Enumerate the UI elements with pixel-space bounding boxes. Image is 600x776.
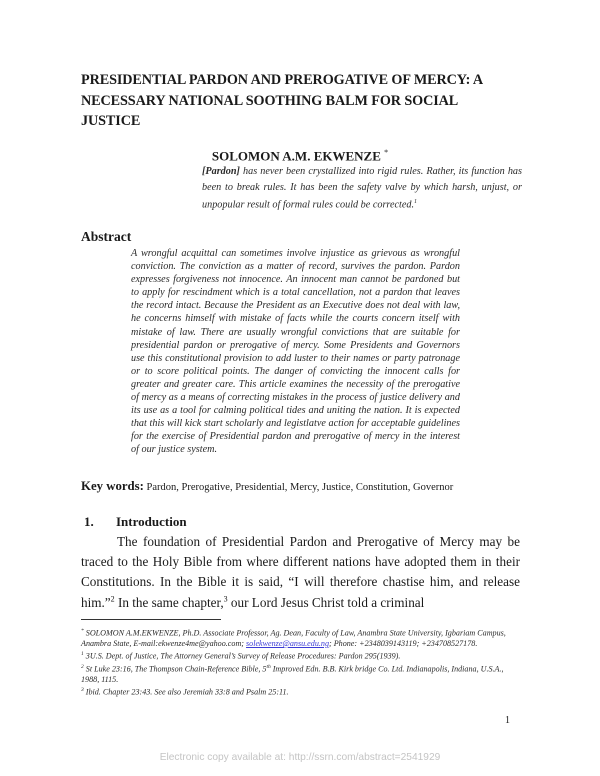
page-number: 1 (505, 715, 510, 726)
section-heading-introduction (84, 514, 187, 530)
footnote-separator (81, 619, 221, 620)
epigraph-quote (202, 164, 522, 213)
keywords-list: Pardon, Prerogative, Presidential, Mercy, Justice, Constitution, Governor (143, 482, 454, 493)
author-footnote-marker[interactable]: * (384, 148, 389, 157)
intro-text-1: The foundation of Presidential Pardon and Prerogative of Mercy may be traced to the Holy Bible from where different nations have adopted them in their Constitutions. In the Bible it is said, “I will therefore chastise him, and release him.” (81, 534, 520, 610)
author-byline (0, 148, 600, 164)
section-number: 1. (84, 514, 94, 529)
epigraph-text: has never been crystallized into rigid rules. Rather, its function has been to break rules. It has been the safety valve by which harsh, unjust, or unpopular result of formal rules could be corrected. (202, 166, 522, 211)
footnote-2: $^2$ St Luke 23:16, The Thompson Chain-Reference Bible, 5th Improved Edn. B.B. Kirk bridge Co. Ltd. Indianapolis, Indiana, U.S.A., 1988, 1115. (81, 663, 504, 684)
keywords-label: Key words: (81, 479, 144, 493)
footnote-ref-2[interactable]: 2 (110, 594, 115, 604)
footnote-ref-3[interactable]: 3 (223, 594, 228, 604)
intro-text-3: our Lord Jesus Christ told a criminal (227, 594, 425, 610)
email-link[interactable]: solekwenze@ansu.edu.ng (246, 638, 329, 648)
footnotes (81, 626, 521, 698)
abstract-text: A wrongful acquittal can sometimes involve injustice as grievous as wrongful conviction. The conviction as a matter of record, survives the pardon. Pardon expresses forgiveness not innocence. An innocent man cannot be pardoned but to apply for rescindment which is a total cancellation, not a pardon that leaves the record intact. Because the President as an Executive does not deal with law, he concerns himself with mistake of facts while the courts concern itself with mistake of law. There are usually wrongful convictions that are suitable for presidential pardon or prerogative of mercy. Some Presidents and Governors use this constitutional provision to add luster to their names or party patronage or to score political points. The danger of convicting the innocent calls for greater and greater care. This article examines the necessity of the prerogative of mercy as a means of correcting mistakes in the process of justice delivery and its use as a tool for calming political tides and uniting the nation. It is expected that this will kick start scholarly and legistlatve action for acceptable guidelines for the exercise of Presidential pardon and prerogative of mercy in the interest of our justice system. (131, 248, 460, 456)
title-line-3: JUSTICE (81, 113, 141, 129)
footnote-1: $^1$ 3U.S. Dept. of Justice, The Attorney General’s Survey of Release Procedures: Pardon 295(1939). (81, 651, 401, 661)
keywords (81, 479, 453, 494)
intro-text-2: In the same chapter, (114, 594, 224, 610)
ssrn-watermark: Electronic copy available at: http://ssrn.com/abstract=2541929 (159, 752, 441, 763)
title-line-1: PRESIDENTIAL PARDON AND PREROGATIVE OF MERCY: A (81, 72, 484, 88)
paper-title (81, 70, 501, 132)
footnote-author: * SOLOMON A.M.EKWENZE, Ph.D. Associate Professor, Ag. Dean, Faculty of Law, Anambra State University, Igbariam Campus, Anambra State, E-mail:ekwenze4me@yahoo.com; solekwenze@ansu.edu.ng; Phone: +2348039143119; +234708527178. (81, 628, 506, 648)
section-title: Introduction (116, 514, 187, 529)
epigraph-lead: [Pardon] (202, 166, 240, 177)
footnote-ref-1[interactable]: 1 (414, 199, 418, 205)
abstract-heading: Abstract (81, 229, 132, 244)
footnote-3: $^3$ Ibid. Chapter 23:43. See also Jeremiah 33:8 and Psalm 25:11. (81, 687, 289, 697)
introduction-paragraph (81, 532, 520, 613)
title-line-2: NECESSARY NATIONAL SOOTHING BALM FOR SOCIAL (81, 92, 459, 109)
author-name: SOLOMON A.M. EKWENZE (211, 148, 381, 164)
